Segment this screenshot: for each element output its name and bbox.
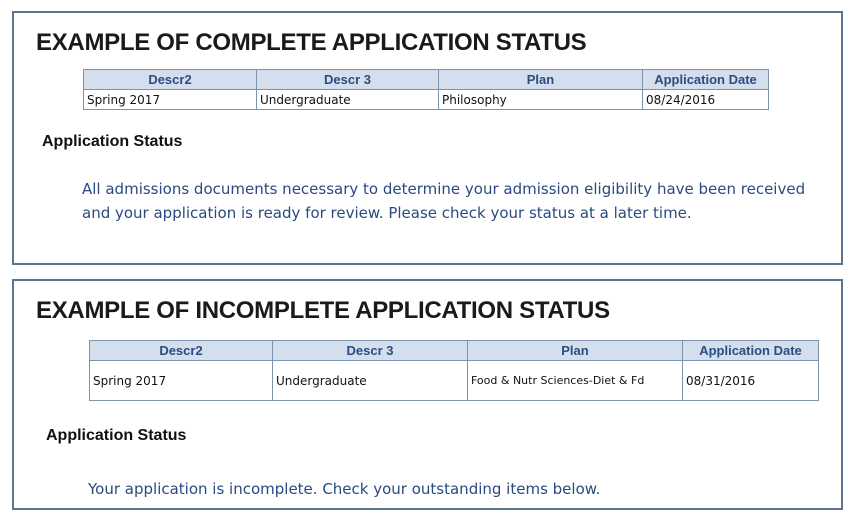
table-row [90, 361, 819, 401]
cell-career: Undergraduate [273, 361, 468, 401]
panel-title: EXAMPLE OF INCOMPLETE APPLICATION STATUS [36, 297, 610, 324]
table-row [84, 90, 769, 110]
status-heading: Application Status [46, 427, 187, 444]
cell-plan: Food & Nutr Sciences-Diet & Fd [468, 361, 683, 401]
application-table [83, 69, 769, 110]
column-header-plan: Plan [439, 70, 643, 90]
status-message: Your application is incomplete. Check your outstanding items below. [88, 480, 601, 498]
incomplete-status-panel [12, 279, 843, 510]
cell-application-date: 08/24/2016 [643, 90, 769, 110]
table-header-row [90, 341, 819, 361]
column-header-descr3: Descr 3 [257, 70, 439, 90]
panel-title: EXAMPLE OF COMPLETE APPLICATION STATUS [36, 29, 587, 56]
column-header-plan: Plan [468, 341, 683, 361]
cell-term: Spring 2017 [90, 361, 273, 401]
application-table [89, 340, 819, 401]
cell-application-date: 08/31/2016 [683, 361, 819, 401]
column-header-descr2: Descr2 [84, 70, 257, 90]
status-message: All admissions documents necessary to determine your admission eligibility have been received and your application is ready for review. Please check your status at a later time. [82, 180, 806, 222]
cell-plan: Philosophy [439, 90, 643, 110]
column-header-application-date: Application Date [683, 341, 819, 361]
table-header-row [84, 70, 769, 90]
complete-status-panel [12, 11, 843, 265]
cell-term: Spring 2017 [84, 90, 257, 110]
cell-career: Undergraduate [257, 90, 439, 110]
column-header-descr3: Descr 3 [273, 341, 468, 361]
column-header-descr2: Descr2 [90, 341, 273, 361]
column-header-application-date: Application Date [643, 70, 769, 90]
status-heading: Application Status [42, 133, 183, 150]
